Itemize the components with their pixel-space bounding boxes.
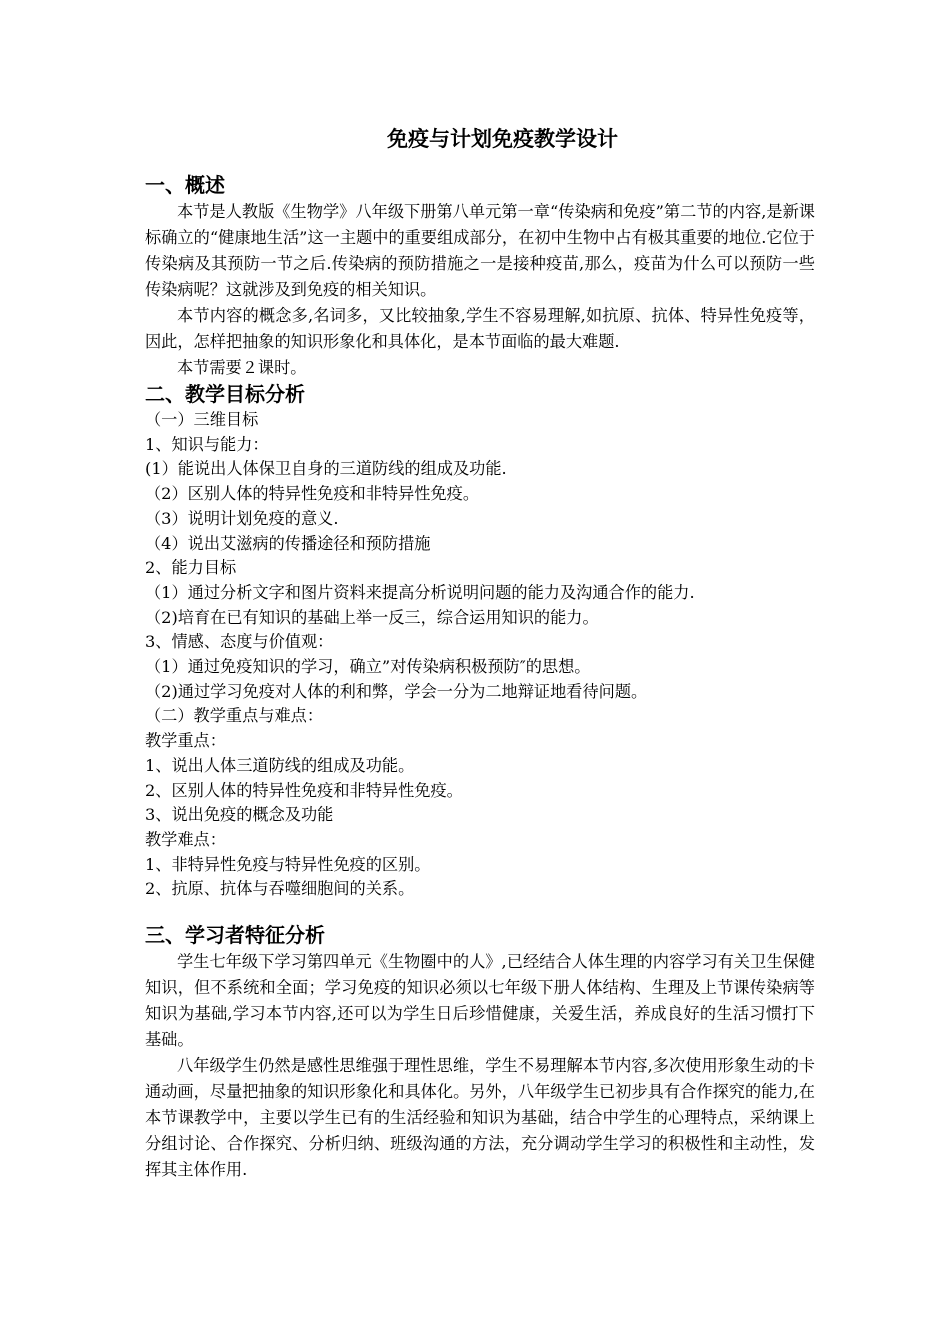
- overview-paragraph-2: 本节内容的概念多,名词多，又比较抽象,学生不容易理解,如抗原、抗体、特异性免疫等，因此，怎样把抽象的知识形象化和具体化，是本节面临的最大难题.: [145, 306, 815, 351]
- goals-line: 3、情感、态度与价值观：: [145, 632, 334, 652]
- learners-paragraph-2: 八年级学生仍然是感性思维强于理性思维，学生不易理解本节内容,多次使用形象生动的卡通动画，尽量把抽象的知识形象化和具体化。另外，八年级学生已初步具有合作探究的能力,在本节课教学中，主要以学生已有的生活经验和知识为基础，结合中学生的心理特点，采纳课上分组讨论、合作探究、分析归纳、班级沟通的方法，充分调动学生学习的积极性和主动性，发挥其主体作用.: [145, 1056, 815, 1180]
- goals-line: 1、说出人体三道防线的组成及功能。: [145, 755, 415, 775]
- goals-line: 教学重点：: [145, 731, 226, 751]
- goals-line: 1、非特异性免疫与特异性免疫的区别。: [145, 854, 431, 874]
- goals-line: （1）通过分析文字和图片资料来提高分析说明问题的能力及沟通合作的能力.: [145, 582, 695, 602]
- overview-paragraph-1: 本节是人教版《生物学》八年级下册第八单元第一章“传染病和免疫”第二节的内容,是新课标确立的“健康地生活”这一主题中的重要组成部分，在初中生物中占有极其重要的地位.它位于传染病及其预防一节之后.传染病的预防措施之一是接种疫苗,那么，疫苗为什么可以预防一些传染病呢？这就涉及到免疫的相关知识。: [145, 202, 815, 299]
- goals-line: （4）说出艾滋病的传播途径和预防措施: [145, 533, 431, 553]
- section-heading-goals: 二、教学目标分析: [145, 382, 305, 406]
- goals-line: 2、区别人体的特异性免疫和非特异性免疫。: [145, 780, 463, 800]
- goals-line: 3、说出免疫的概念及功能: [145, 805, 334, 825]
- goals-line: 教学难点：: [145, 829, 226, 849]
- goals-line: （2)培育在已有知识的基础上举一反三，综合运用知识的能力。: [145, 607, 599, 627]
- section-heading-overview: 一、概述: [145, 173, 225, 197]
- goals-line: （3）说明计划免疫的意义.: [145, 508, 339, 528]
- document-page: [145, 118, 815, 1183]
- section-goals: [145, 381, 815, 902]
- learners-paragraph-1: 学生七年级下学习第四单元《生物圈中的人》,已经结合人体生理的内容学习有关卫生保健知识，但不系统和全面；学习免疫的知识必须以七年级下册人体结构、生理及上节课传染病等知识为基础,学习本节内容,还可以为学生日后珍惜健康，关爱生活，养成良好的生活习惯打下基础。: [145, 952, 815, 1050]
- goals-line: （一）三维目标: [145, 410, 259, 429]
- goals-line: (1）能说出人体保卫自身的三道防线的组成及功能.: [145, 459, 507, 479]
- goals-line: 1、知识与能力：: [145, 434, 269, 454]
- goals-line: 2、能力目标: [145, 558, 237, 578]
- goals-line: （2)通过学习免疫对人体的利和弊，学会一分为二地辩证地看待问题。: [145, 681, 648, 701]
- section-overview: [145, 172, 815, 381]
- goals-line: （1）通过免疫知识的学习，确立”对传染病积极预防″的思想。: [145, 657, 591, 677]
- section-heading-learners: 三、学习者特征分析: [145, 923, 325, 948]
- goals-line: （2）区别人体的特异性免疫和非特异性免疫。: [145, 484, 480, 504]
- section-learners: [145, 922, 815, 1183]
- goals-line: 2、抗原、抗体与吞噬细胞间的关系。: [145, 879, 415, 899]
- document-title: 免疫与计划免疫教学设计: [387, 126, 618, 151]
- overview-paragraph-3: 本节需要２课时。: [177, 358, 307, 377]
- goals-line: （二）教学重点与难点：: [145, 706, 324, 726]
